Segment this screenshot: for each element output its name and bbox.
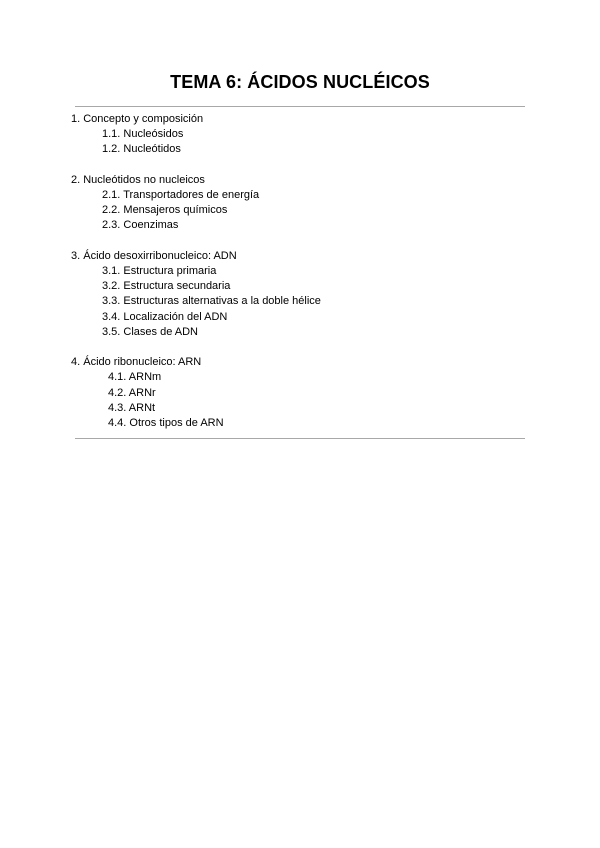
- section-title: 2. Nucleótidos no nucleicos: [71, 173, 205, 186]
- subsection-item: 3.1. Estructura primaria: [102, 265, 217, 277]
- subsection-item: 3.3. Estructuras alternativas a la doble hélice: [102, 295, 321, 308]
- subsection-item: 4.4. Otros tipos de ARN: [108, 417, 224, 430]
- subsection-item: 1.2. Nucleótidos: [102, 143, 181, 156]
- subsection-item: 2.1. Transportadores de energía: [102, 189, 260, 201]
- subsection-item: 4.1. ARNm: [108, 371, 162, 384]
- top-divider: [75, 106, 525, 107]
- section-title: 4. Ácido ribonucleico: ARN: [71, 356, 202, 369]
- section-3: [0, 249, 600, 340]
- subsection-item: 3.4. Localización del ADN: [102, 310, 228, 323]
- bottom-divider: [75, 438, 525, 439]
- section-title: 3. Ácido desoxirribonucleico: ADN: [71, 249, 237, 262]
- section-4: [0, 355, 600, 431]
- section-title: 1. Concepto y composición: [71, 113, 204, 125]
- section-1: [0, 112, 600, 158]
- subsection-item: 2.2. Mensajeros químicos: [102, 204, 228, 217]
- subsection-item: 3.2. Estructura secundaria: [102, 280, 231, 293]
- subsection-item: 1.1. Nucleósidos: [102, 128, 184, 141]
- table-of-contents: [0, 112, 600, 446]
- subsection-item: 3.5. Clases de ADN: [102, 325, 198, 338]
- page-title: TEMA 6: ÁCIDOS NUCLÉICOS: [170, 72, 430, 92]
- subsection-item: 4.3. ARNt: [108, 401, 156, 414]
- subsection-item: 4.2. ARNr: [108, 386, 156, 399]
- section-2: [0, 173, 600, 234]
- subsection-item: 2.3. Coenzimas: [102, 219, 179, 232]
